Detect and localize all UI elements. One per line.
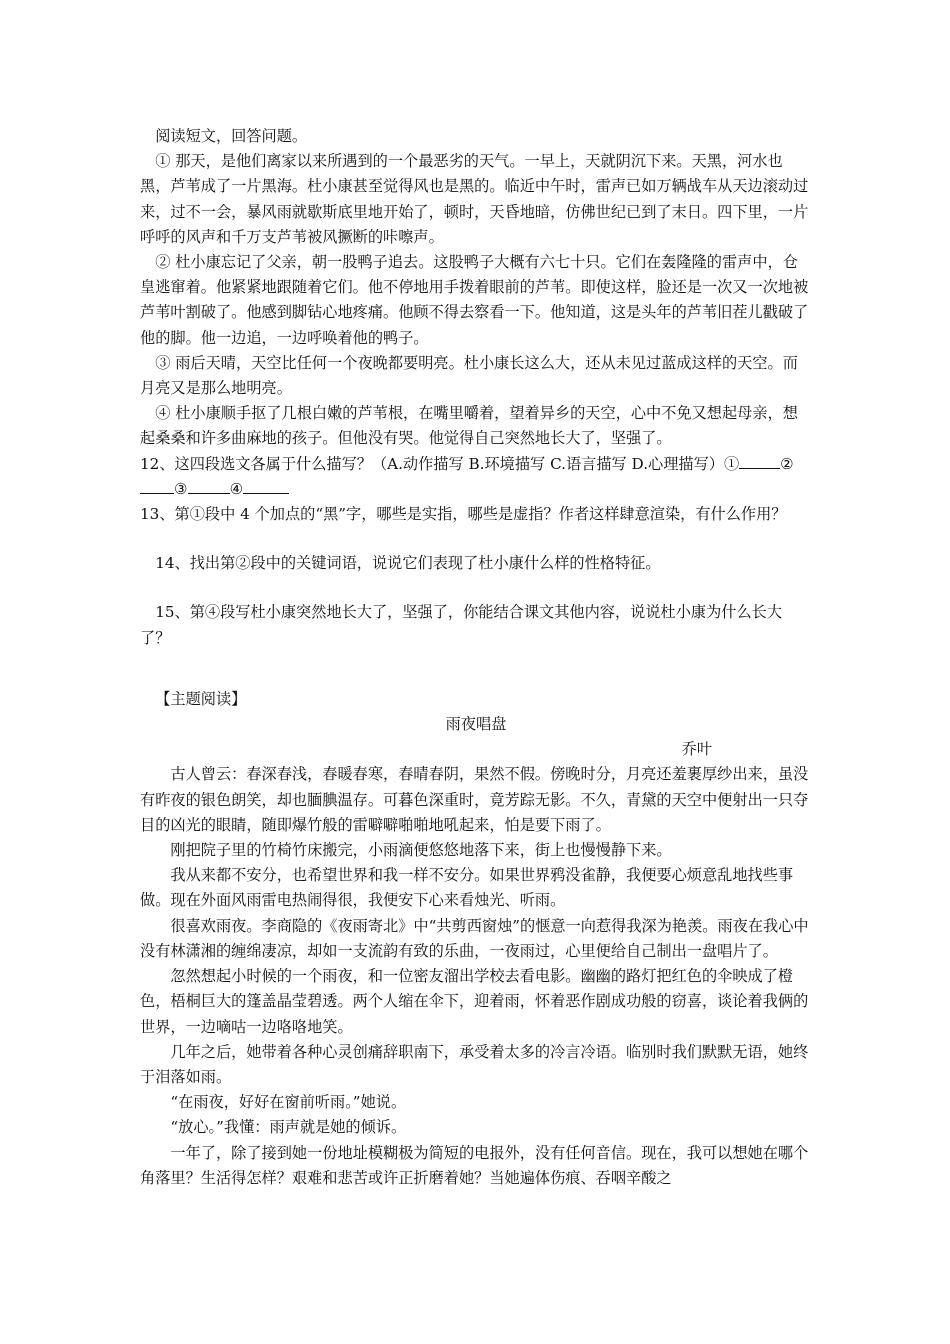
article-paragraph-8: “放心。”我懂：雨声就是她的倾诉。 — [170, 1118, 407, 1137]
article-author: 乔叶 — [681, 740, 712, 759]
article-paragraph-6: 几年之后，她带着各种心灵创痛辞职南下，承受着太多的冷言冷语。临别时我们默默无语，她终于泪落如雨。 — [140, 1042, 809, 1086]
section-heading: 【主题阅读】 — [155, 689, 247, 708]
reading-instruction: 阅读短文，回答问题。 — [155, 127, 308, 145]
article-paragraph-3: 我从来都不安分，也希望世界和我一样不安分。如果世界鸦没雀静，我便要心烦意乱地找些事做。现在外面风雨雷电热闹得很，我便安下心来看烛光、听雨。 — [140, 866, 794, 910]
article-paragraph-4: 很喜欢雨夜。李商隐的《夜雨寄北》中“共剪西窗烛”的惬意一向惹得我深为艳羡。雨夜在我心中没有林潇湘的缠绵凄凉，却如一支流韵有致的乐曲，一夜雨过，心里便给自己制出一盘唱片了。 — [140, 916, 809, 960]
passage1-paragraph-2: ② 杜小康忘记了父亲，朝一股鸭子追去。这股鸭子大概有六七十只。它们在轰隆隆的雷声中，仓皇逃窜着。他紧紧地跟随着它们。他不停地用手拨着眼前的芦苇。即使这样，脸还是一次又一次地被芦苇叶割破了。他感到脚钻心地疼痛。他顾不得去察看一下。他知道，这是头年的芦苇旧茬儿戳破了他的脚。他一边追，一边呼唤着他的鸭子。 — [140, 253, 809, 347]
answer-blank-2[interactable] — [140, 479, 174, 494]
passage1-paragraph-1: ① 那天，是他们离家以来所遇到的一个最恶劣的天气。一早上，天就阴沉下来。天黑，河水也黑，芦苇成了一片黑海。杜小康甚至觉得风也是黑的。临近中午时，雷声已如万辆战车从天边滚动过来，过不一会，暴风雨就歇斯底里地开始了，顿时，天昏地暗，仿佛世纪已到了末日。四下里，一片呼呼的风声和千万支芦苇被风撅断的咔嚓声。 — [140, 152, 809, 246]
passage1-paragraph-4: ④ 杜小康顺手抠了几根白嫩的芦苇根，在嘴里嚼着，望着异乡的天空，心中不免又想起母亲，想起桑桑和许多曲麻地的孩子。但他没有哭。他觉得自己突然地长大了，坚强了。 — [140, 404, 798, 448]
question-12: 12、这四段选文各属于什么描写？（A.动作描写 B.环境描写 C.语言描写 D.心理描写）① ②③ ④ — [140, 454, 794, 498]
article-paragraph-9: 一年了，除了接到她一份地址模糊极为简短的电报外，没有任何音信。现在，我可以想她在哪个角落里？生活得怎样？艰难和悲苦或许正折磨着她？当她遍体伤痕、吞咽辛酸之 — [140, 1143, 809, 1187]
answer-blank-1-cont[interactable] — [765, 454, 780, 469]
article-title: 雨夜唱盘 — [445, 715, 507, 734]
article-paragraph-1: 古人曾云：春深春浅，春暖春寒，春晴春阴，果然不假。傍晚时分，月亮还羞裹厚纱出来，虽没有昨夜的银色朗笑，却也腼腆温存。可暮色深重时，竟芳踪无影。不久，青黛的天空中便射出一只夺目的凶光的眼睛，随即爆竹般的雷噼噼啪啪地吼起来，怕是要下雨了。 — [140, 765, 809, 834]
answer-blank-1[interactable] — [739, 454, 765, 469]
question-15: 15、第④段写杜小康突然地长大了，坚强了，你能结合课文其他内容，说说杜小康为什么长大了？ — [140, 603, 783, 647]
answer-blank-3[interactable] — [188, 479, 230, 494]
document-body — [140, 124, 812, 1191]
article-paragraph-7: “在雨夜，好好在窗前听雨。”她说。 — [170, 1093, 407, 1112]
article-paragraph-5: 忽然想起小时候的一个雨夜，和一位密友溜出学校去看电影。幽幽的路灯把红色的伞映成了橙色，梧桐巨大的篷盖晶莹碧透。两个人缩在伞下，迎着雨，怀着恶作剧成功般的窃喜，谈论着我俩的世界，一边嘀咕一边咯咯地笑。 — [140, 967, 809, 1036]
article-paragraph-2: 刚把院子里的竹椅竹床搬完，小雨滴便悠悠地落下来，街上也慢慢静下来。 — [170, 841, 672, 860]
question-13: 13、第①段中 4 个加点的“黑”字，哪些是实指，哪些是虚指？作者这样肆意渲染，有什么作用？ — [140, 505, 787, 524]
passage1-paragraph-3: ③ 雨后天晴，天空比任何一个夜晚都要明亮。杜小康长这么大，还从未见过蓝成这样的天空。而月亮又是那么地明亮。 — [140, 353, 798, 398]
question-14: 14、找出第②段中的关键词语，说说它们表现了杜小康什么样的性格特征。 — [155, 554, 661, 573]
answer-blank-4[interactable] — [243, 479, 289, 494]
